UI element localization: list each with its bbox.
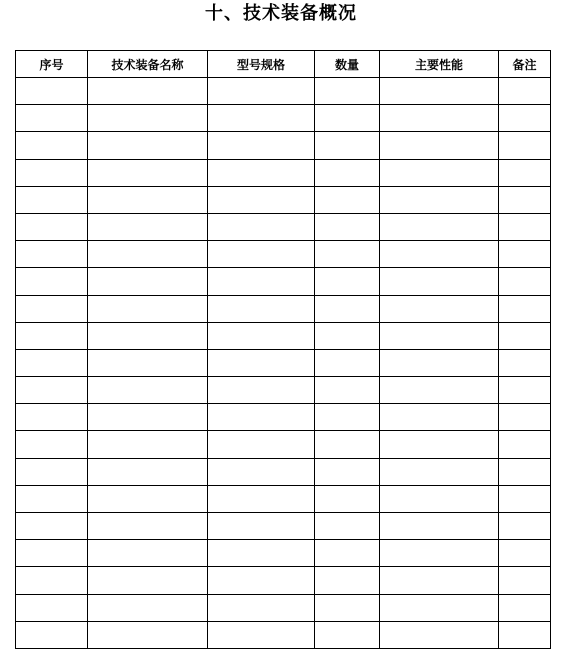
table-row (16, 377, 551, 404)
table-row (16, 186, 551, 213)
cell-main-performance[interactable] (380, 431, 499, 458)
cell-equipment-name[interactable] (88, 377, 208, 404)
cell-main-performance[interactable] (380, 594, 499, 621)
cell-quantity[interactable] (315, 377, 380, 404)
header-model-spec: 型号规格 (208, 51, 315, 78)
cell-serial-number[interactable] (16, 594, 88, 621)
cell-equipment-name[interactable] (88, 241, 208, 268)
table-header-row (16, 51, 551, 78)
cell-main-performance[interactable] (380, 621, 499, 648)
cell-quantity[interactable] (315, 404, 380, 431)
cell-quantity[interactable] (315, 485, 380, 512)
cell-serial-number[interactable] (16, 431, 88, 458)
cell-quantity[interactable] (315, 295, 380, 322)
cell-model-spec[interactable] (208, 213, 315, 240)
cell-equipment-name[interactable] (88, 268, 208, 295)
cell-serial-number[interactable] (16, 540, 88, 567)
table-row (16, 241, 551, 268)
cell-remarks[interactable] (499, 404, 551, 431)
cell-equipment-name[interactable] (88, 458, 208, 485)
equipment-table (15, 50, 551, 649)
table-row (16, 105, 551, 132)
cell-serial-number[interactable] (16, 105, 88, 132)
table-row (16, 458, 551, 485)
cell-remarks[interactable] (499, 431, 551, 458)
cell-main-performance[interactable] (380, 241, 499, 268)
cell-remarks[interactable] (499, 186, 551, 213)
cell-model-spec[interactable] (208, 540, 315, 567)
cell-quantity[interactable] (315, 268, 380, 295)
cell-model-spec[interactable] (208, 377, 315, 404)
cell-serial-number[interactable] (16, 621, 88, 648)
cell-equipment-name[interactable] (88, 213, 208, 240)
cell-quantity[interactable] (315, 621, 380, 648)
cell-serial-number[interactable] (16, 186, 88, 213)
table-row (16, 404, 551, 431)
cell-serial-number[interactable] (16, 268, 88, 295)
table-body (16, 78, 551, 649)
cell-remarks[interactable] (499, 377, 551, 404)
cell-equipment-name[interactable] (88, 132, 208, 159)
cell-main-performance[interactable] (380, 132, 499, 159)
cell-serial-number[interactable] (16, 513, 88, 540)
cell-serial-number[interactable] (16, 485, 88, 512)
table-row (16, 132, 551, 159)
cell-quantity[interactable] (315, 78, 380, 105)
cell-model-spec[interactable] (208, 567, 315, 594)
cell-model-spec[interactable] (208, 322, 315, 349)
table-row (16, 513, 551, 540)
cell-serial-number[interactable] (16, 78, 88, 105)
cell-model-spec[interactable] (208, 621, 315, 648)
cell-main-performance[interactable] (380, 404, 499, 431)
cell-equipment-name[interactable] (88, 186, 208, 213)
cell-serial-number[interactable] (16, 567, 88, 594)
cell-main-performance[interactable] (380, 349, 499, 376)
table-row (16, 213, 551, 240)
cell-serial-number[interactable] (16, 241, 88, 268)
cell-equipment-name[interactable] (88, 594, 208, 621)
cell-quantity[interactable] (315, 322, 380, 349)
cell-equipment-name[interactable] (88, 78, 208, 105)
table-row (16, 431, 551, 458)
cell-model-spec[interactable] (208, 404, 315, 431)
cell-main-performance[interactable] (380, 540, 499, 567)
cell-model-spec[interactable] (208, 431, 315, 458)
cell-quantity[interactable] (315, 540, 380, 567)
cell-model-spec[interactable] (208, 513, 315, 540)
cell-quantity[interactable] (315, 458, 380, 485)
table-row (16, 594, 551, 621)
cell-equipment-name[interactable] (88, 295, 208, 322)
cell-equipment-name[interactable] (88, 567, 208, 594)
cell-model-spec[interactable] (208, 268, 315, 295)
cell-main-performance[interactable] (380, 78, 499, 105)
cell-main-performance[interactable] (380, 159, 499, 186)
cell-quantity[interactable] (315, 431, 380, 458)
table-row (16, 567, 551, 594)
cell-quantity[interactable] (315, 349, 380, 376)
cell-serial-number[interactable] (16, 159, 88, 186)
cell-remarks[interactable] (499, 132, 551, 159)
cell-model-spec[interactable] (208, 241, 315, 268)
cell-remarks[interactable] (499, 540, 551, 567)
cell-equipment-name[interactable] (88, 322, 208, 349)
cell-equipment-name[interactable] (88, 540, 208, 567)
header-main-performance: 主要性能 (380, 51, 499, 78)
cell-remarks[interactable] (499, 241, 551, 268)
cell-remarks[interactable] (499, 485, 551, 512)
cell-quantity[interactable] (315, 186, 380, 213)
cell-model-spec[interactable] (208, 159, 315, 186)
cell-main-performance[interactable] (380, 485, 499, 512)
table-row (16, 295, 551, 322)
cell-remarks[interactable] (499, 268, 551, 295)
cell-serial-number[interactable] (16, 404, 88, 431)
cell-model-spec[interactable] (208, 458, 315, 485)
cell-equipment-name[interactable] (88, 349, 208, 376)
cell-quantity[interactable] (315, 159, 380, 186)
cell-serial-number[interactable] (16, 322, 88, 349)
cell-main-performance[interactable] (380, 213, 499, 240)
cell-equipment-name[interactable] (88, 105, 208, 132)
header-serial-number: 序号 (16, 51, 88, 78)
cell-quantity[interactable] (315, 213, 380, 240)
cell-main-performance[interactable] (380, 377, 499, 404)
table-row (16, 349, 551, 376)
cell-quantity[interactable] (315, 567, 380, 594)
table-row (16, 268, 551, 295)
cell-remarks[interactable] (499, 594, 551, 621)
cell-equipment-name[interactable] (88, 431, 208, 458)
cell-remarks[interactable] (499, 567, 551, 594)
cell-main-performance[interactable] (380, 268, 499, 295)
cell-remarks[interactable] (499, 105, 551, 132)
cell-main-performance[interactable] (380, 295, 499, 322)
cell-model-spec[interactable] (208, 295, 315, 322)
cell-equipment-name[interactable] (88, 404, 208, 431)
cell-quantity[interactable] (315, 241, 380, 268)
cell-model-spec[interactable] (208, 594, 315, 621)
header-equipment-name: 技术装备名称 (88, 51, 208, 78)
cell-serial-number[interactable] (16, 295, 88, 322)
cell-main-performance[interactable] (380, 458, 499, 485)
cell-model-spec[interactable] (208, 349, 315, 376)
table-row (16, 485, 551, 512)
cell-quantity[interactable] (315, 513, 380, 540)
cell-remarks[interactable] (499, 159, 551, 186)
cell-equipment-name[interactable] (88, 159, 208, 186)
cell-remarks[interactable] (499, 621, 551, 648)
cell-remarks[interactable] (499, 295, 551, 322)
cell-main-performance[interactable] (380, 513, 499, 540)
cell-equipment-name[interactable] (88, 513, 208, 540)
cell-remarks[interactable] (499, 458, 551, 485)
cell-main-performance[interactable] (380, 105, 499, 132)
cell-model-spec[interactable] (208, 186, 315, 213)
cell-serial-number[interactable] (16, 377, 88, 404)
cell-main-performance[interactable] (380, 322, 499, 349)
cell-serial-number[interactable] (16, 458, 88, 485)
cell-remarks[interactable] (499, 213, 551, 240)
cell-quantity[interactable] (315, 132, 380, 159)
table-row (16, 322, 551, 349)
cell-quantity[interactable] (315, 105, 380, 132)
page-title: 十、技术装备概况 (205, 3, 357, 24)
header-remarks: 备注 (499, 51, 551, 78)
table-row (16, 78, 551, 105)
cell-equipment-name[interactable] (88, 621, 208, 648)
cell-equipment-name[interactable] (88, 485, 208, 512)
table-row (16, 540, 551, 567)
header-quantity: 数量 (315, 51, 380, 78)
cell-model-spec[interactable] (208, 485, 315, 512)
cell-remarks[interactable] (499, 78, 551, 105)
cell-quantity[interactable] (315, 594, 380, 621)
cell-remarks[interactable] (499, 322, 551, 349)
cell-serial-number[interactable] (16, 132, 88, 159)
cell-serial-number[interactable] (16, 213, 88, 240)
cell-serial-number[interactable] (16, 349, 88, 376)
cell-model-spec[interactable] (208, 105, 315, 132)
cell-remarks[interactable] (499, 349, 551, 376)
table-row (16, 621, 551, 648)
cell-main-performance[interactable] (380, 186, 499, 213)
table-row (16, 159, 551, 186)
cell-main-performance[interactable] (380, 567, 499, 594)
cell-remarks[interactable] (499, 513, 551, 540)
cell-model-spec[interactable] (208, 78, 315, 105)
cell-model-spec[interactable] (208, 132, 315, 159)
